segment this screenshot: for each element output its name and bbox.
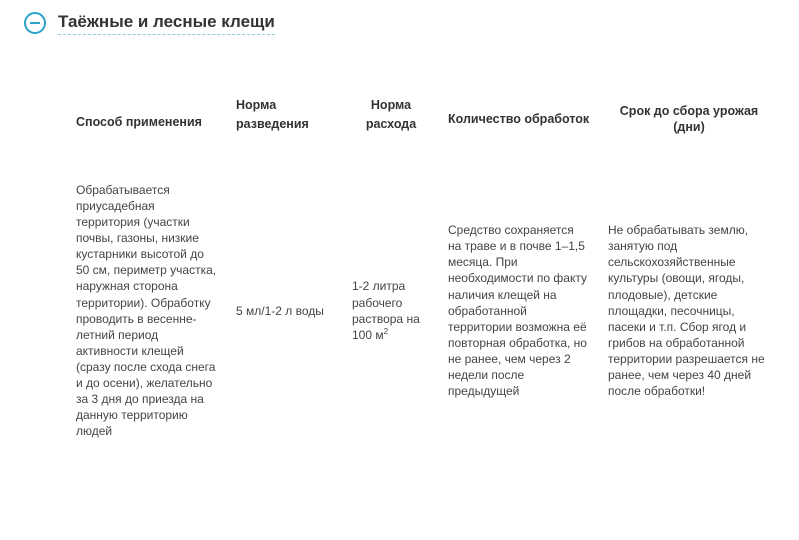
cell-treatments: Средство сохраняется на траве и в почве 1–1,5 месяца. При необходимости по факту наличия клещей на обработанной территории возможна её повторная обработка, но не ранее, чем через 2 недели после предыдущей — [448, 223, 587, 398]
consumption-text: 1-2 литра рабочего раствора на 100 м — [352, 279, 420, 342]
minus-circle-icon[interactable] — [24, 12, 46, 34]
table-row — [66, 168, 778, 453]
info-table — [66, 70, 778, 453]
cell-dilution: 5 мл/1-2 л воды — [236, 303, 324, 318]
header-harvest: Срок до сбора урожая (дни) — [619, 103, 759, 134]
header-method: Способ применения — [76, 115, 202, 130]
cell-consumption — [342, 168, 438, 453]
table-header-row — [66, 70, 778, 168]
header-treatments: Количество обработок — [448, 111, 590, 126]
header-consumption: Норма расхода — [365, 97, 417, 131]
header-dilution: Норма разведения — [236, 97, 309, 131]
section-header[interactable] — [24, 8, 275, 38]
section-title[interactable]: Таёжные и лесные клещи — [58, 12, 275, 35]
cell-method: Обрабатывается приусадебная территория (участки почвы, газоны, низкие кустарники высотой до 50 см, периметр участка, наружная сторона территории). Обработку проводить в весенне-летний период активности клещей (сразу после схода снега и до осени), желательно за 3 дня до приезда на данную территорию людей — [76, 183, 217, 439]
consumption-unit-exponent: 2 — [383, 326, 389, 336]
cell-harvest: Не обрабатывать землю, занятую под сельскохозяйственные культуры (овощи, ягоды, плодовые), детские площадки, песочницы, пасеки и т.п. Сбор ягод и грибов на обработанной территории разрешается не ранее, чем через 40 дней после обработки! — [608, 223, 765, 398]
